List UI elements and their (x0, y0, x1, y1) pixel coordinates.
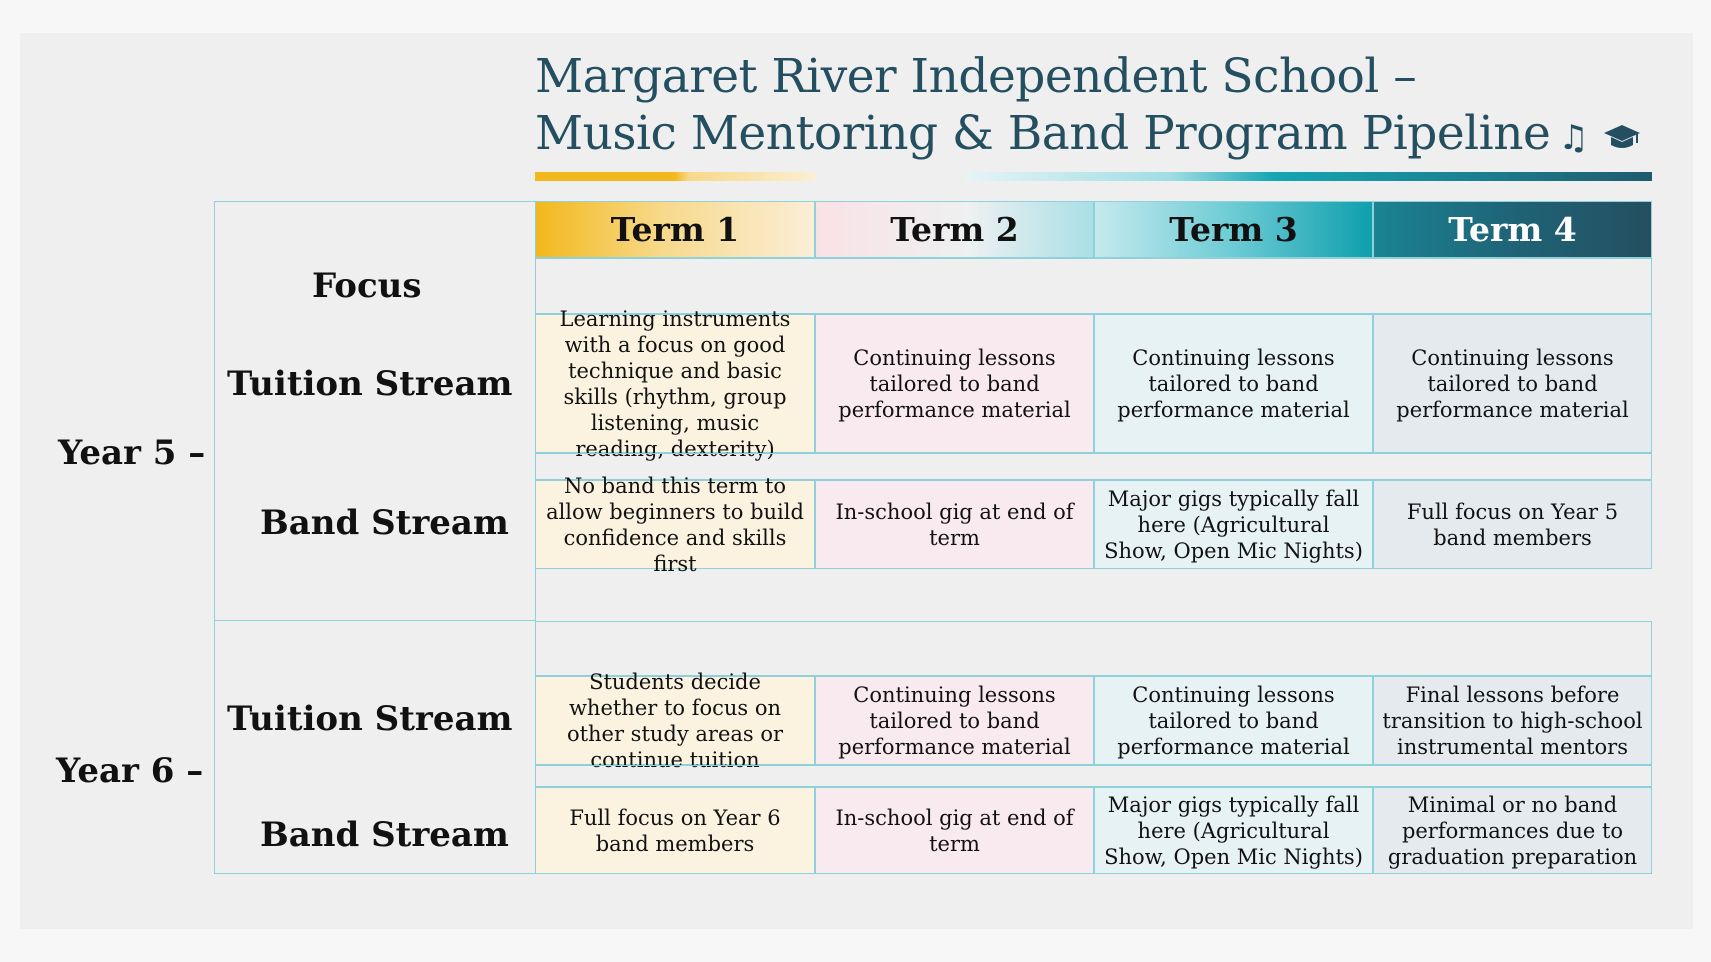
title-line-2 (535, 105, 1641, 167)
title-line-2-text: Music Mentoring & Band Program Pipeline (535, 106, 1551, 161)
title-underline-left (535, 172, 815, 181)
focus-label: Focus (312, 266, 422, 306)
title-underline-right (965, 172, 1652, 181)
year-6-tuition-term-4: Final lessons before transition to high-school instrumental mentors (1373, 676, 1652, 765)
term-2-header: Term 2 (815, 201, 1094, 258)
year-6-band-term-4: Minimal or no band performances due to graduation preparation (1373, 787, 1652, 874)
year-6-tuition-term-3: Continuing lessons tailored to band performance material (1094, 676, 1373, 765)
term-1-header: Term 1 (535, 201, 815, 258)
year-6-spacer-row (535, 765, 1652, 787)
year-5-band-term-2: In-school gig at end of term (815, 480, 1094, 569)
year-5-tuition-label: Tuition Stream (227, 364, 513, 404)
year-6-band-term-2: In-school gig at end of term (815, 787, 1094, 874)
year-5-band-term-1: No band this term to allow beginners to build confidence and skills first (535, 480, 815, 569)
title-line-1: Margaret River Independent School – (535, 49, 1417, 104)
graduation-cap-icon (1592, 118, 1640, 158)
term-3-header: Term 3 (1094, 201, 1373, 258)
year-5-band-label: Band Stream (260, 503, 509, 543)
year-5-tuition-term-2: Continuing lessons tailored to band performance material (815, 314, 1094, 453)
year-separator (214, 569, 536, 621)
year-6-tuition-term-2: Continuing lessons tailored to band performance material (815, 676, 1094, 765)
year-6-tuition-term-1: Students decide whether to focus on other study areas or continue tuition (535, 676, 815, 765)
year-5-tuition-term-4: Continuing lessons tailored to band performance material (1373, 314, 1652, 453)
year-6-label: Year 6 – (56, 751, 204, 791)
year-6-band-term-1: Full focus on Year 6 band members (535, 787, 815, 874)
music-note-icon: ♫ (1558, 118, 1589, 158)
year-5-tuition-term-3: Continuing lessons tailored to band performance material (1094, 314, 1373, 453)
year-5-label: Year 5 – (58, 433, 206, 473)
year-5-band-term-3: Major gigs typically fall here (Agricultural Show, Open Mic Nights) (1094, 480, 1373, 569)
year-6-band-term-3: Major gigs typically fall here (Agricultural Show, Open Mic Nights) (1094, 787, 1373, 874)
year-5-tuition-term-1: Learning instruments with a focus on good technique and basic skills (rhythm, group listening, music reading, dexterity) (535, 314, 815, 453)
term-4-header: Term 4 (1373, 201, 1652, 258)
page-title (535, 48, 1641, 167)
year-5-band-term-4: Full focus on Year 5 band members (1373, 480, 1652, 569)
year-6-band-label: Band Stream (260, 815, 509, 855)
year-6-tuition-label: Tuition Stream (227, 699, 513, 739)
